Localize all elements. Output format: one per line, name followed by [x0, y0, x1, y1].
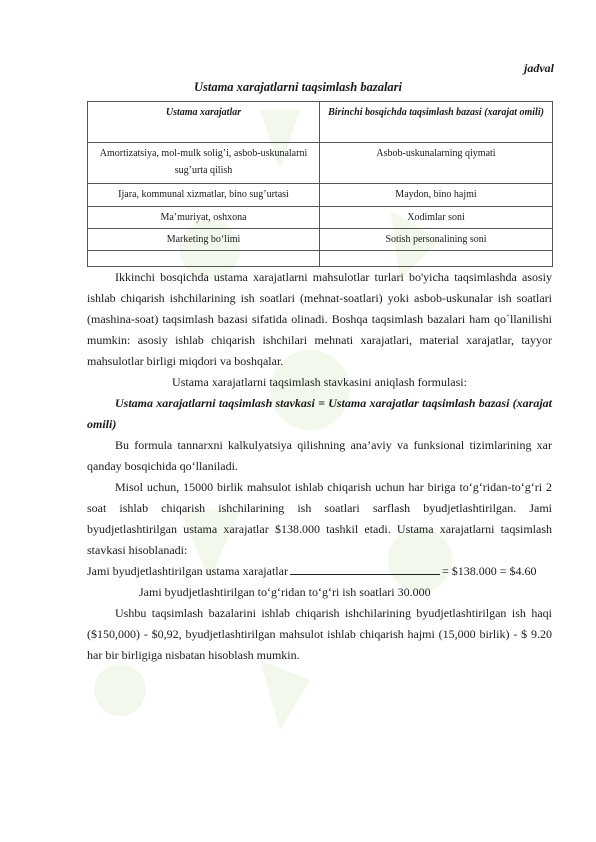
table-cell: [88, 251, 320, 267]
formula-numerator-line: [87, 561, 552, 582]
formula-numerator: Jami byudjetlashtirilgan ustama xarajatlar: [87, 564, 288, 578]
paragraph: Ikkinchi bosqichda ustama xarajatlarni mahsulotlar turlari bo'yicha taqsimlashda asosiy ishlab chiqarish ishchilarining ish soatlari (mehnat-soatlari) yoki asbob-uskunalar ish soatlari (mashina-soat) taqsimlash bazasi sifatida olinadi. Boshqa taqsimlash bazalari ham qo`llanilishi mumkin: asosiy ishlab chiqarish ishchilari mehnati xarajatlari, material xarajatlar, tayyor mahsulotlar birligi miqdori va boshqalar.: [87, 270, 552, 368]
table-cell: Maydon, bino hajmi: [320, 184, 553, 207]
table-cell: Asbob-uskunalarning qiymati: [320, 143, 553, 184]
table-cell: Ijara, kommunal xizmatlar, bino sug’urtasi: [88, 184, 320, 207]
table-cell: Xodimlar soni: [320, 207, 553, 229]
paragraph: Misol uchun, 15000 birlik mahsulot ishlab chiqarish uchun har biriga to‘g‘ridan-to‘g‘ri 2 soat ishlab chiqarish ishchilarining ish soatlari sarflash byudjetlashtirilgan. Jami byudjetlashtirilgan ustama xarajatlar $138.000 tashkil etadi. Ustama xarajatlarni taqsimlash stavkasi hisoblanadi:: [87, 480, 552, 557]
paragraph: Ushbu taqsimlash bazalarini ishlab chiqarish ishchilarining byudjetlashtirilgan ish haqi ($150,000) - $0,92, byudjetlashtirilgan mahsulot ishlab chiqarish hajmi (15,000 birlik) - $ 9.20 har bir birligiga nisbatan hisoblash mumkin.: [87, 606, 552, 662]
table-row: [88, 251, 553, 267]
overhead-allocation-table: [87, 101, 553, 267]
table-cell: Ma’muriyat, oshxona: [88, 207, 320, 229]
table-cell: [320, 251, 553, 267]
paragraph: Bu formula tannarxni kalkulyatsiya qilishning ana’aviy va funksional tizimlarining xar qanday bosqichida qo‘llaniladi.: [87, 438, 552, 473]
table-row: [88, 184, 553, 207]
table-title: Ustama xarajatlarni taqsimlash bazalari: [193, 80, 403, 94]
table-header-cell: Ustama xarajatlar: [88, 102, 320, 143]
table-row: [88, 143, 553, 184]
table-label: jadval: [524, 61, 554, 75]
formula-definition: Ustama xarajatlarni taqsimlash stavkasi = Ustama xarajatlar taqsimlash bazasi (xarajat omili): [87, 396, 552, 431]
table-row: [88, 229, 553, 251]
table-row: [88, 207, 553, 229]
body-text: [87, 267, 552, 666]
formula-denominator: Jami byudjetlashtirilgan to‘g‘ridan to‘g‘ri ish soatlari 30.000: [139, 585, 431, 599]
table-cell: Sotish personalining soni: [320, 229, 553, 251]
formula-intro: Ustama xarajatlarni taqsimlash stavkasini aniqlash formulasi:: [172, 375, 467, 389]
formula-result: = $138.000 = $4.60: [441, 564, 537, 578]
table-cell: Marketing bo‘limi: [88, 229, 320, 251]
table-header-cell: Birinchi bosqichda taqsimlash bazasi (xarajat omili): [320, 102, 553, 143]
table-cell: Amortizatsiya, mol-mulk solig’i, asbob-uskunalarni sug’urta qilish: [88, 143, 320, 184]
fraction-line: [290, 563, 440, 575]
